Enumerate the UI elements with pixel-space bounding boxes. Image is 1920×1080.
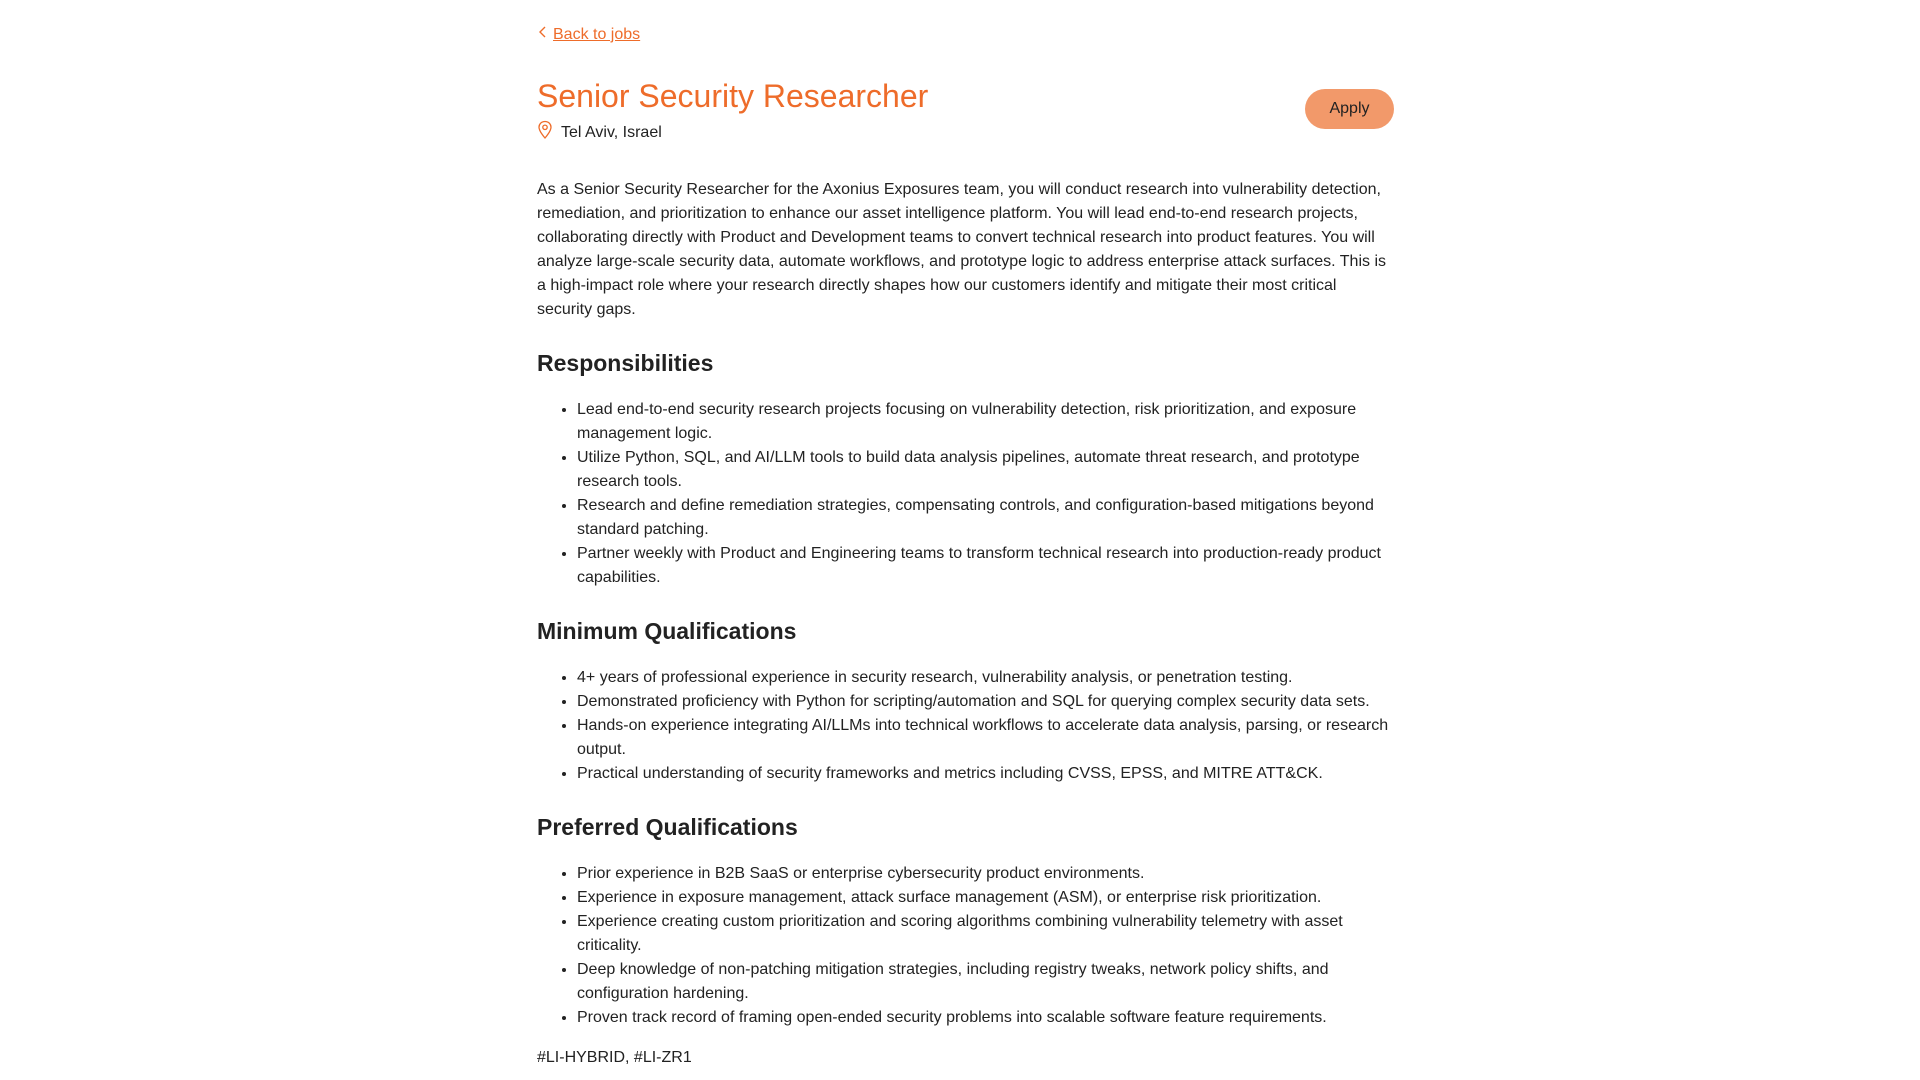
preferred-qualifications-heading: Preferred Qualifications [537,814,798,840]
list-item: • Partner weekly with Product and Engineering teams to transform technical research into production-ready product capabilities. [577,542,1394,590]
list-item: • Research and define remediation strategies, compensating controls, and configuration-based mitigations beyond standard patching. [577,494,1394,542]
minimum-qualifications-heading: Minimum Qualifications [537,618,797,644]
list-item: • Proven track record of framing open-ended security problems into scalable software feature requirements. [577,1006,1394,1030]
job-location-text: Tel Aviv, Israel [561,123,662,141]
apply-button[interactable]: Apply [1305,89,1394,129]
responsibilities-list [537,398,1394,590]
list-item: • Lead end-to-end security research projects focusing on vulnerability detection, risk prioritization, and exposure management logic. [577,398,1394,446]
list-item: • Demonstrated proficiency with Python for scripting/automation and SQL for querying complex security data sets. [577,690,1394,714]
list-item: • Prior experience in B2B SaaS or enterprise cybersecurity product environments. [577,862,1394,886]
list-item: • 4+ years of professional experience in security research, vulnerability analysis, or penetration testing. [577,666,1394,690]
job-title: Senior Security Researcher [537,78,929,114]
back-to-jobs-label: Back to jobs [553,25,641,43]
list-item: • Deep knowledge of non-patching mitigation strategies, including registry tweaks, network policy shifts, and configuration hardening. [577,958,1394,1006]
responsibilities-heading: Responsibilities [537,350,714,376]
job-location [537,120,1394,145]
job-description [537,178,1394,1070]
minimum-qualifications-list [537,666,1394,786]
list-item: • Utilize Python, SQL, and AI/LLM tools to build data analysis pipelines, automate threat research, and prototype research tools. [577,446,1394,494]
map-pin-icon [537,120,553,145]
back-to-jobs-link[interactable] [537,25,640,44]
job-intro: As a Senior Security Researcher for the Axonius Exposures team, you will conduct research into vulnerability detection, remediation, and prioritization to enhance our asset intelligence platform. You will lead end-to-end research projects, collaborating directly with Product and Development teams to convert technical research into product features. You will analyze large-scale security data, automate workflows, and prototype logic to address enterprise attack surfaces. This is a high-impact role where your research directly shapes how our customers identify and mitigate their most critical security gaps. [537,181,1387,318]
chevron-left-icon [537,25,549,44]
job-tags: #LI-HYBRID, #LI-ZR1 [537,1049,692,1066]
list-item: • Hands-on experience integrating AI/LLMs into technical workflows to accelerate data analysis, parsing, or research output. [577,714,1394,762]
list-item: • Practical understanding of security frameworks and metrics including CVSS, EPSS, and MITRE ATT&CK. [577,762,1394,786]
preferred-qualifications-list [537,862,1394,1030]
list-item: • Experience creating custom prioritization and scoring algorithms combining vulnerability telemetry with asset criticality. [577,910,1394,958]
job-header [537,76,1394,145]
list-item: • Experience in exposure management, attack surface management (ASM), or enterprise risk prioritization. [577,886,1394,910]
